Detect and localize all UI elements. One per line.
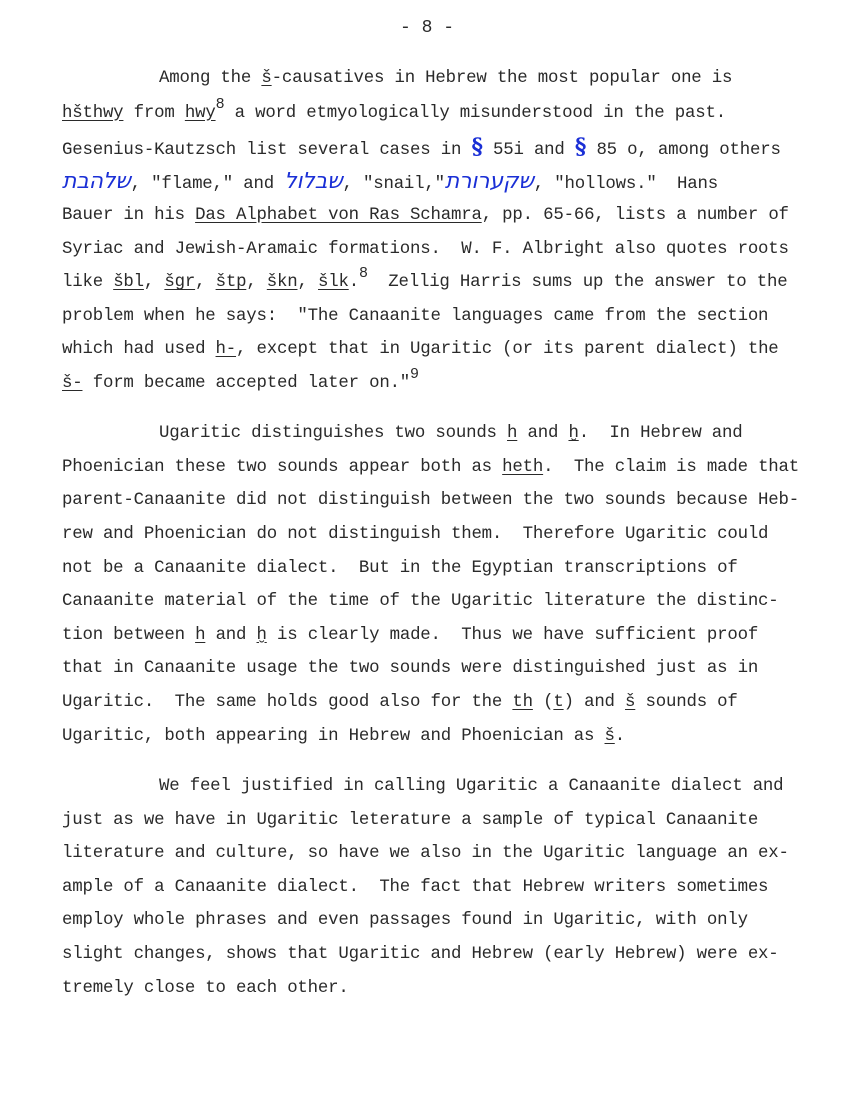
text-run: Bauer in his (62, 205, 196, 225)
text-line (159, 69, 732, 89)
text-run: which had used (62, 340, 216, 360)
text-line (62, 811, 758, 831)
text-line (62, 844, 789, 864)
text-run: ( (532, 693, 554, 712)
text-run: that in Canaanite usage the two sounds were distinguished just as in (62, 659, 759, 679)
text-line (62, 491, 799, 511)
underlined-term: heth (502, 457, 544, 477)
text-line (62, 134, 781, 161)
text-run: problem when he says: "The Canaanite languages came from the section (62, 306, 769, 326)
text-run: is clearly made. Thus we have sufficient proof (266, 625, 759, 645)
text-run: literature and culture, so have we also in the Ugaritic language an ex- (62, 844, 789, 864)
text-line (62, 95, 726, 124)
underlined-term: h- (215, 340, 237, 360)
text-run: and (517, 424, 569, 443)
text-run: tion between (62, 625, 196, 645)
text-run: , (143, 273, 165, 293)
text-line (159, 777, 783, 797)
text-run: Phoenician these two sounds appear both as (62, 457, 503, 477)
text-line (62, 693, 738, 713)
text-run: tremely close to each other. (62, 978, 349, 998)
text-run: . The claim is made that (543, 457, 800, 477)
text-run: Gesenius-Kautzsch list several cases in (62, 141, 472, 161)
text-line (62, 626, 758, 646)
hebrew-word: שבלול (284, 168, 343, 194)
text-run: , (297, 273, 318, 293)
underlined-term: h (507, 424, 518, 443)
page-number: - 8 - (399, 18, 454, 38)
text-line (62, 878, 768, 898)
underlined-term: hwy (184, 103, 216, 123)
underlined-term: h (195, 625, 206, 645)
underlined-term: t (553, 693, 564, 712)
text-run: . (348, 273, 359, 293)
text-line (62, 911, 748, 931)
footnote-marker: 9 (410, 365, 419, 383)
text-run: Ugaritic distinguishes two sounds (159, 424, 508, 443)
text-run: sounds of (635, 693, 738, 712)
text-run: Zellig Harris sums up the answer to the (367, 273, 788, 293)
underlined-term: šgr (164, 273, 196, 293)
underlined-term: hšthwy (62, 103, 124, 123)
text-line (62, 458, 799, 478)
text-line (62, 307, 768, 327)
underlined-term: štp (215, 273, 247, 293)
footnote-marker: 8 (215, 95, 225, 113)
section-sign: § (471, 134, 483, 161)
text-run: 55i and (482, 141, 575, 161)
underlined-term: š- (62, 373, 83, 393)
text-run: like (62, 273, 114, 293)
text-run: . (614, 726, 626, 746)
text-run: slight changes, shows that Ugaritic and Hebrew (early Hebrew) were ex- (62, 945, 779, 964)
text-run: . In Hebrew and (578, 424, 743, 443)
footnote-marker: 8 (358, 265, 368, 283)
text-run: not be a Canaanite dialect. But in the Egyptian transcriptions of (62, 558, 738, 578)
text-run: parent-Canaanite did not distinguish between the two sounds because Heb- (62, 491, 799, 511)
text-line (62, 592, 779, 612)
underlined-term: ḫ (256, 625, 267, 645)
underlined-term: šlk (318, 273, 349, 293)
text-run: Ugaritic, both appearing in Hebrew and Phoenician as (62, 726, 605, 746)
hebrew-word: שקערורת (444, 168, 534, 194)
text-run: and (205, 625, 257, 645)
underlined-term: ḫ (568, 424, 579, 443)
text-line (62, 340, 779, 360)
text-run: form became accepted later on." (82, 373, 411, 393)
text-run: 85 o, among others (586, 141, 781, 161)
text-run: employ whole phrases and even passages found in Ugaritic, with only (62, 911, 748, 931)
text-line (62, 525, 768, 545)
text-line (159, 424, 743, 444)
underlined-term: š (604, 726, 615, 746)
text-run: , except that in Ugaritic (or its parent dialect) the (236, 340, 779, 360)
text-line (62, 559, 738, 579)
text-run: ) and (563, 693, 626, 712)
text-line (62, 945, 779, 965)
underlined-term: š (261, 69, 272, 88)
text-run: , "flame," and (130, 174, 285, 194)
section-sign: § (574, 134, 587, 161)
text-line (62, 168, 718, 195)
text-run: rew and Phoenician do not distinguish them. Therefore Ugaritic could (62, 525, 769, 544)
text-run: We feel justified in calling Ugaritic a Canaanite dialect and (159, 777, 784, 796)
text-line (62, 365, 419, 394)
text-run: just as we have in Ugaritic leterature a sample of typical Canaanite (62, 810, 759, 830)
text-run: Ugaritic. The same holds good also for the (62, 693, 513, 712)
text-run: , (246, 273, 267, 293)
underlined-term: š (625, 693, 636, 712)
text-run: a word etmyologically misunderstood in the past. (224, 103, 726, 123)
hebrew-word: שלהבת (62, 168, 131, 194)
text-run: from (123, 103, 185, 123)
text-run: -causatives in Hebrew the most popular one is (271, 69, 733, 88)
underlined-term: škn (266, 273, 298, 293)
text-line (62, 659, 758, 679)
text-run: Among the (159, 69, 262, 88)
text-line (62, 727, 625, 747)
text-run: , "snail," (342, 174, 445, 194)
underlined-term: šbl (113, 273, 144, 293)
text-run: ample of a Canaanite dialect. The fact that Hebrew writers sometimes (62, 877, 769, 897)
text-run: Syriac and Jewish-Aramaic formations. W. F. Albright also quotes roots (62, 239, 789, 259)
underlined-term: th (512, 693, 533, 712)
text-run: , "hollows." Hans (533, 174, 718, 194)
text-line (62, 265, 788, 293)
text-line (62, 240, 789, 260)
text-line (62, 979, 349, 999)
text-line (62, 206, 789, 226)
text-run: , pp. 65-66, lists a number of (481, 205, 789, 225)
underlined-term: Das Alphabet von Ras Schamra (195, 205, 482, 225)
text-run: Canaanite material of the time of the Ugaritic literature the distinc- (62, 592, 779, 612)
text-run: , (195, 273, 216, 293)
